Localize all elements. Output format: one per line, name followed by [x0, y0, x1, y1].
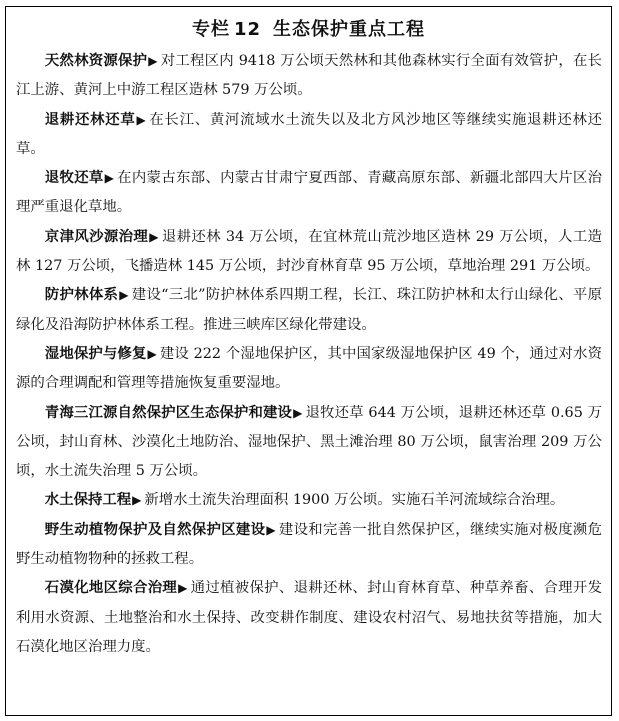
project-entry: [16, 340, 602, 399]
column-title: [6, 15, 611, 41]
project-heading: 水土保持工程: [44, 492, 132, 509]
project-list: [16, 47, 602, 662]
column-label: 专栏: [191, 19, 230, 40]
project-description: 退牧还草 644 万公顷，退耕还林还草 0.65 万公顷，封山育林、沙漠化土地防治、湿地保护、黑土滩治理 80 万公顷，鼠害治理 209 万公顷，水土流失治理 5 万公顷。: [16, 404, 602, 480]
column-title-text: 生态保护重点工程: [273, 19, 426, 40]
project-entry: [16, 516, 602, 575]
arrow-icon: ▶: [136, 112, 147, 127]
project-description: 在长江、黄河流域水土流失以及北方风沙地区等继续实施退耕还林还草。: [16, 111, 602, 157]
project-entry: [16, 281, 602, 340]
arrow-icon: ▶: [148, 54, 158, 68]
project-entry: [16, 164, 602, 223]
project-description: 对工程区内 9418 万公顷天然林和其他森林实行全面有效管护，在长江上游、黄河上中游工程区造林 579 万公顷。: [16, 53, 602, 99]
arrow-icon: ▶: [149, 229, 159, 244]
arrow-icon: ▶: [178, 581, 188, 596]
project-heading: 野生动植物保护及自然保护区建设: [44, 521, 266, 538]
project-heading: 京津风沙源治理: [44, 228, 149, 245]
project-description: 新增水土流失治理面积 1900 万公顷。实施石羊河流域综合治理。: [144, 492, 565, 509]
arrow-icon: ▶: [266, 522, 276, 537]
arrow-icon: ▶: [119, 288, 129, 303]
arrow-icon: ▶: [293, 405, 303, 420]
project-description: 建设 222 个湿地保护区，其中国家级湿地保护区 49 个，通过对水资源的合理调配和管理等措施恢复重要湿地。: [16, 345, 602, 392]
column-number: 12: [233, 19, 262, 40]
project-entry: [16, 47, 602, 106]
project-heading: 天然林资源保护: [44, 53, 148, 69]
project-heading: 防护林体系: [44, 287, 119, 304]
project-description: 在内蒙古东部、内蒙古甘肃宁夏西部、青藏高原东部、新疆北部四大片区治理严重退化草地。: [16, 170, 602, 216]
project-description: 通过植被保护、退耕还林、封山育林育草、种草养畜、合理开发利用水资源、土地整治和水土保持、改变耕作制度、建设农村沼气、易地扶贫等措施，加大石漠化地区治理力度。: [16, 580, 602, 655]
project-entry: [16, 486, 602, 515]
project-entry: [16, 106, 602, 165]
project-entry: [16, 574, 602, 662]
project-heading: 湿地保护与修复: [44, 345, 147, 362]
project-description: 建设和完善一批自然保护区，继续实施对极度濒危野生动植物物种的拯救工程。: [16, 521, 602, 568]
project-heading: 青海三江源自然保护区生态保护和建设: [44, 404, 293, 421]
project-heading: 退耕还林还草: [44, 111, 136, 128]
project-heading: 退牧还草: [44, 170, 104, 187]
project-heading: 石漠化地区综合治理: [44, 580, 178, 597]
arrow-icon: ▶: [104, 171, 115, 186]
project-description: 建设“三北”防护林体系四期工程，长江、珠江防护林和太行山绿化、平原绿化及沿海防护林体系工程。推进三峡库区绿化带建设。: [16, 287, 602, 333]
project-entry: [16, 399, 602, 487]
arrow-icon: ▶: [132, 493, 142, 508]
project-entry: [16, 223, 602, 282]
column-box: [5, 6, 612, 716]
project-description: 退耕还林 34 万公顷，在宜林荒山荒沙地区造林 29 万公顷，人工造林 127 万公顷，飞播造林 145 万公顷，封沙育林育草 95 万公顷，草地治理 291 万公顷。: [16, 228, 602, 275]
arrow-icon: ▶: [147, 346, 157, 361]
